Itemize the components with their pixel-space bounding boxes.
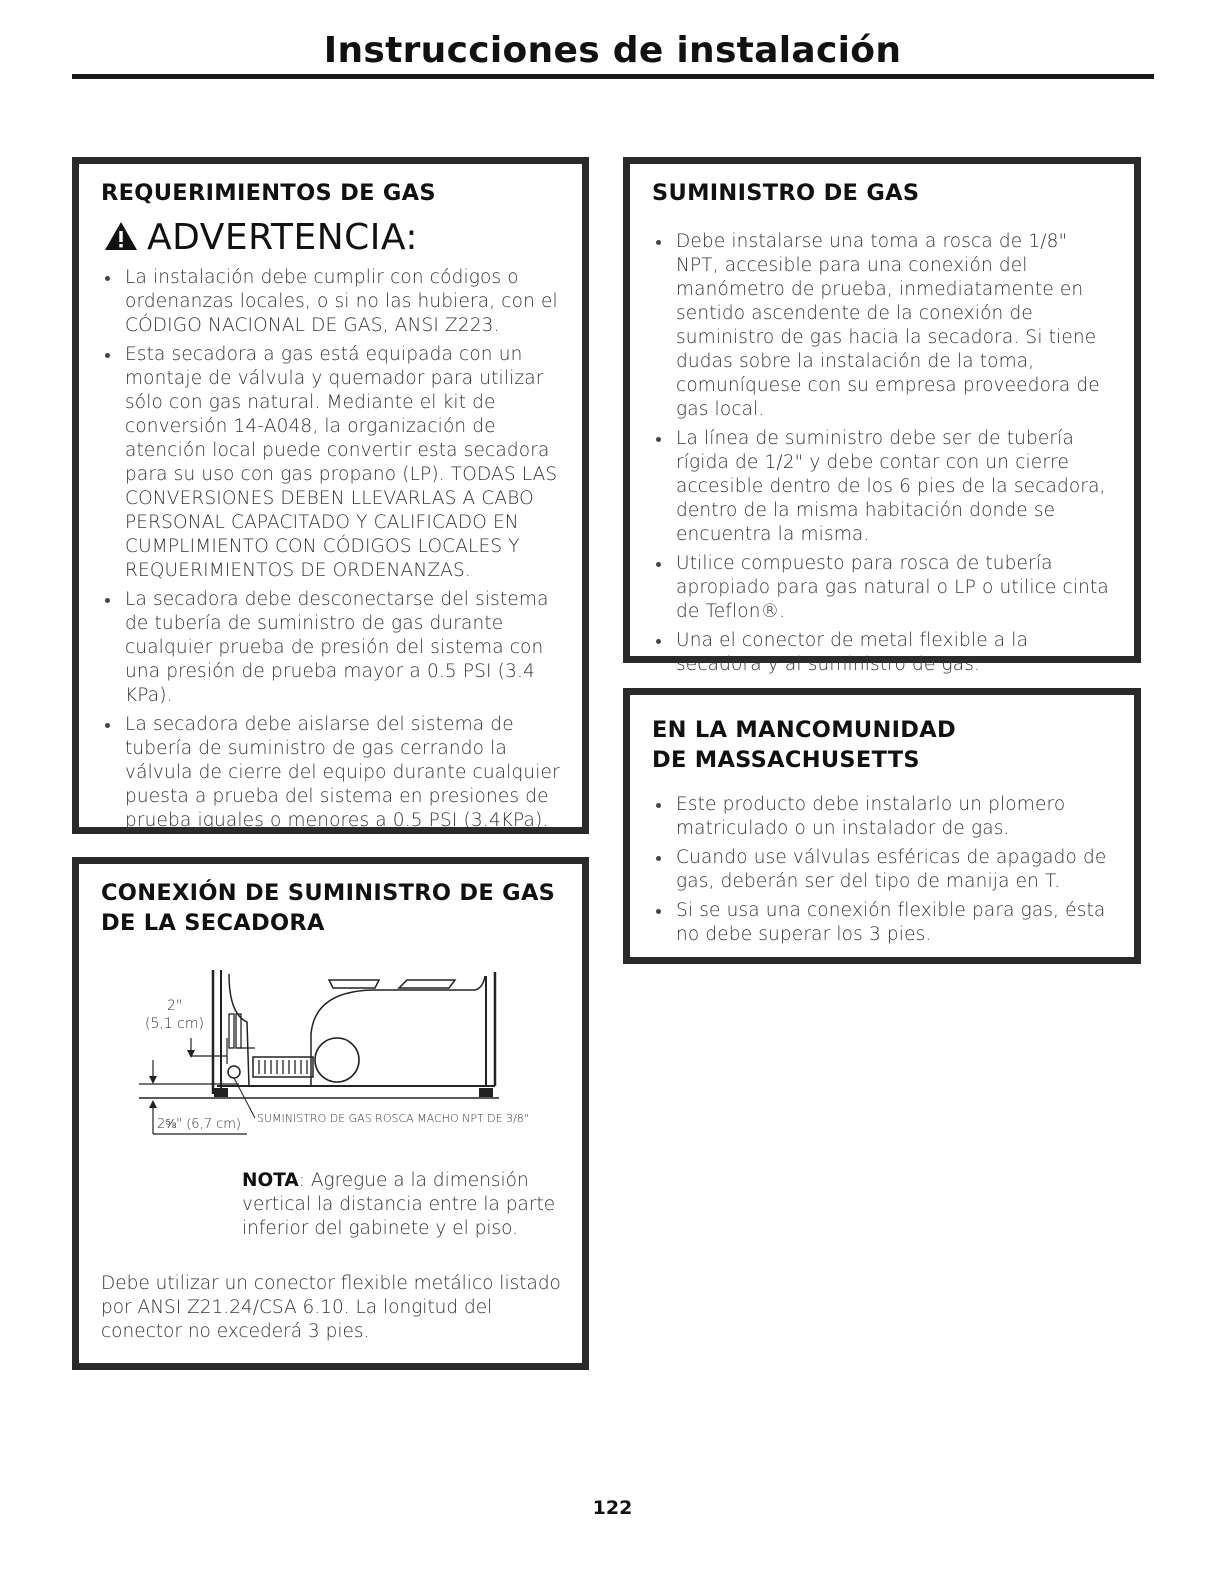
warning-triangle-icon — [103, 220, 139, 256]
title-divider — [72, 74, 1154, 79]
connection-heading-line2: DE LA SECADORA — [101, 910, 325, 936]
list-item: Una el conector de metal flexible a la secadora y al suministro de gas. — [652, 629, 1112, 677]
massachusetts-list — [652, 793, 1112, 947]
list-item: Este producto debe instalarlo un plomero matriculado o un instalador de gas. — [652, 793, 1112, 841]
gas-requirements-list — [101, 266, 560, 833]
list-item: La línea de suministro debe ser de tubería rígida de 1/2" y debe contar con un cierre accesible dentro de los 6 pies de la secadora, dentro de la misma habitación donde se encuentra la misma. — [652, 427, 1112, 547]
dimension-51cm-label: (5,1 cm) — [145, 1016, 204, 1032]
warning-label: ADVERTENCIA: — [147, 217, 419, 258]
connector-paragraph: Debe utilizar un conector flexible metálico listado por ANSI Z21.24/CSA 6.10. La longitud del conector no excederá 3 pies. — [101, 1273, 561, 1342]
gas-supply-box — [623, 157, 1141, 675]
list-item: Si se usa una conexión flexible para gas, ésta no debe superar los 3 pies. — [652, 899, 1112, 947]
dimension-height-label: 2⅝" (6,7 cm) — [157, 1117, 241, 1132]
gas-requirements-box — [72, 157, 589, 834]
list-item: La secadora debe aislarse del sistema de tubería de suministro de gas cerrando la válvula de cierre del equipo durante cualquier puesta a prueba del sistema en presiones de prueba iguales o menores a 0.5 PSI (3.4KPa). — [101, 713, 560, 833]
note-body: : Agregue a la dimensión vertical la distancia entre la parte inferior del gabinete y el piso. — [242, 1170, 556, 1239]
massachusetts-heading-line1: EN LA MANCOMUNIDAD — [652, 717, 956, 743]
gas-supply-thread-label: SUMINISTRO DE GAS ROSCA MACHO NPT DE 3/8" — [257, 1112, 529, 1125]
list-item: La instalación debe cumplir con códigos o ordenanzas locales, o si no las hubiera, con el CÓDIGO NACIONAL DE GAS, ANSI Z223. — [101, 266, 560, 338]
list-item: La secadora debe desconectarse del sistema de tubería de suministro de gas durante cualquier prueba de presión del sistema con una presión de prueba mayor a 0.5 PSI (3.4 KPa). — [101, 588, 560, 708]
gas-requirements-heading: REQUERIMIENTOS DE GAS — [101, 180, 436, 206]
gas-supply-list — [652, 230, 1112, 677]
warning-header — [103, 218, 560, 258]
list-item: Debe instalarse una toma a rosca de 1/8" NPT, accesible para una conexión del manómetro de prueba, inmediatamente en sentido ascendente de la conexión de suministro de gas hacia la secadora. Si tiene dudas sobre la instalación de la toma, comuníquese con su empresa proveedora de gas local. — [652, 230, 1112, 422]
list-item: Esta secadora a gas está equipada con un montaje de válvula y quemador para utilizar sólo con gas natural. Mediante el kit de conversión 14-A048, la organización de atención local puede convertir esta secadora para su uso con gas propano (LP). TODAS LAS CONVERSIONES DEBEN LLEVARLAS A CABO PERSONAL CAPACITADO Y CALIFICADO EN CUMPLIMIENTO CON CÓDIGOS LOCALES Y REQUERIMIENTOS DE ORDENANZAS. — [101, 343, 560, 583]
connection-heading-line1: CONEXIÓN DE SUMINISTRO DE GAS — [101, 880, 556, 906]
massachusetts-box — [623, 688, 1141, 964]
page-number: 122 — [592, 1497, 633, 1519]
gas-connection-diagram — [79, 864, 582, 1164]
dimension-2in-label: 2" — [167, 998, 183, 1014]
note-text — [242, 1169, 582, 1241]
massachusetts-heading-line2: DE MASSACHUSETTS — [652, 747, 920, 773]
note-label: NOTA — [242, 1170, 299, 1191]
connection-box — [72, 857, 589, 1370]
list-item: Utilice compuesto para rosca de tubería apropiado para gas natural o LP o utilice cinta de Teflon®. — [652, 552, 1112, 624]
list-item: Cuando use válvulas esféricas de apagado de gas, deberán ser del tipo de manija en T. — [652, 846, 1112, 894]
page-title: Instrucciones de instalación — [323, 30, 902, 71]
gas-supply-heading: SUMINISTRO DE GAS — [652, 180, 920, 206]
